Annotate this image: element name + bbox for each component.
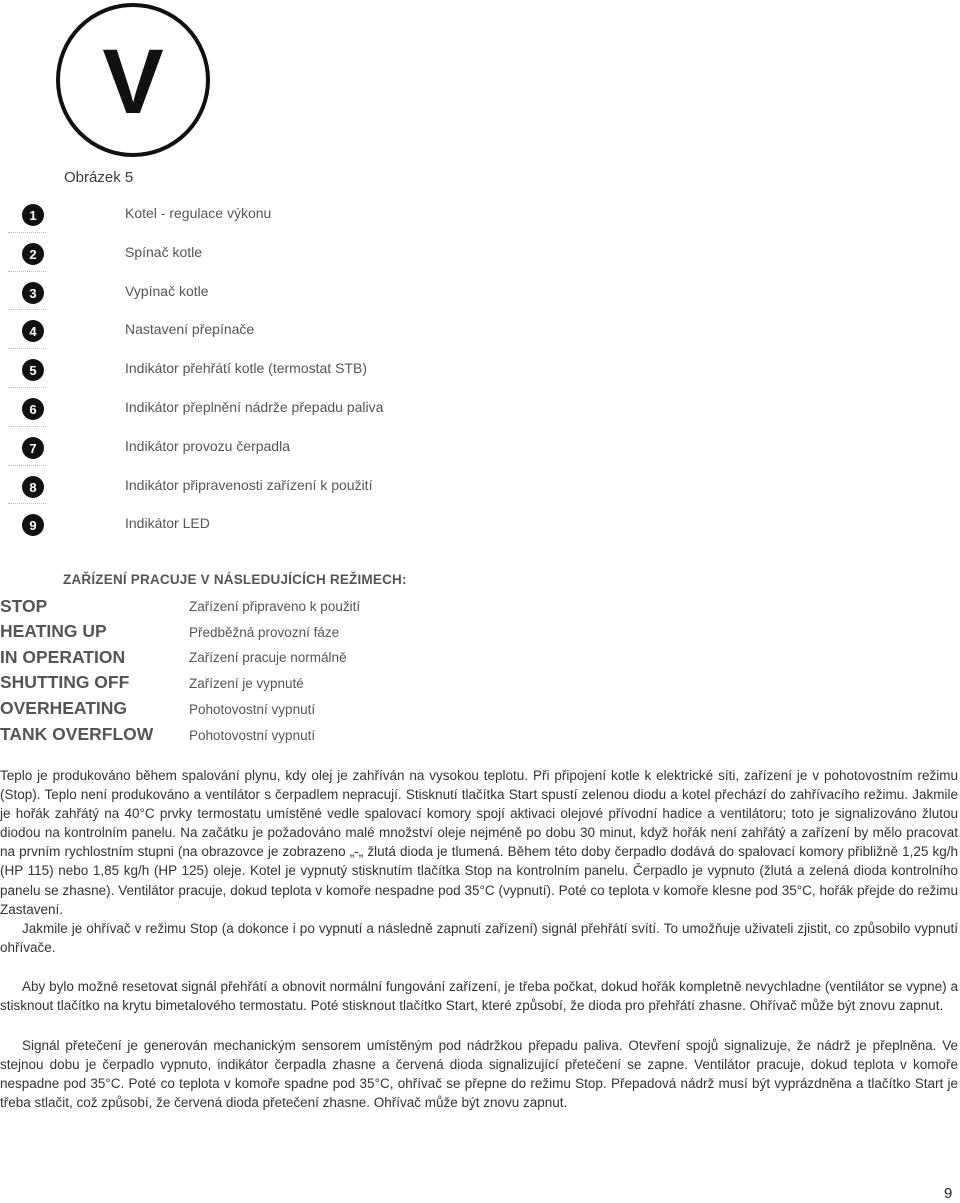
dotted-divider: [8, 232, 46, 233]
body-paragraph: Aby bylo možné resetovat signál přehřátí a obnovit normální fungování zařízení, je třeba počkat, dokud hořák kompletně nevychladne (ventilátor se vypne) a stisknout tlačítko na krytu bimetalového termostatu. Poté stisknout tlačítko Start, které způsobí, že dioda pro přehřátí zhasne. Ohřívač může být znovu zapnut.: [0, 979, 958, 1014]
body-paragraph: Signál přetečení je generován mechanickým sensorem umístěným pod nádržkou přepadu paliva. Otevření spojů signalizuje, že nádrž je přeplněna. Ve stejnou dobu je čerpadlo vypnuto, indikátor čerpadla zhasne a červená dioda signalizující přetečení se zapne. Ventilátor pracuje, dokud teplota v komoře nespadne pod 35°C. Poté co teplota v komoře spadne pod 35°C, ohřívač se přepne do režimu Stop. Přepadová nádrž musí být vyprázdněna a tlačítko Start je třeba stlačit, což způsobí, že červená dioda přetečení zhasne. Ohřívač může být znovu zapnut.: [0, 1038, 958, 1111]
number-3-icon: 3: [22, 282, 44, 304]
legend-label: Indikátor připravenosti zařízení k použití: [125, 477, 373, 493]
body-paragraph: Teplo je produkováno během spalování plynu, kdy olej je zahříván na vysokou teplotu. Při připojení kotle k elektrické síti, zařízení je v pohotovostním režimu (Stop). Teplo není produkováno a ventilátor s čerpadlem nepracují. Stisknutí tlačítka Start spustí zelenou diodu a kotel přechází do zahřívacího režimu. Jakmile je hořák zahřátý na 40°C prvky termostatu umístěné vedle spalovací komory spojí aktivaci olejové přívodní hadice a ventilátoru; toto je signalizováno žlutou diodou na kontrolním panelu. Na začátku je požadováno malé množství oleje nejméně po dobu 30 minut, když hořák není zahřátý a zařízení by mělo pracovat na prvním rychlostním stupni (na obrazovce je zobrazeno „-„ žlutá dioda je tlumená. Během této doby čerpadlo dodává do spalovací komory přibližně 1,25 kg/h (HP 115) nebo 1,85 kg/h (HP 125) oleje. Kotel je vypnutý stisknutím tlačítka Stop na kontrolním panelu. Čerpadlo je vypnuto (žlutá a zelená dioda kontrolního panelu se zhasne). Ventilátor pracuje, dokud teplota v komoře nespadne pod 35°C (vypnutí). Poté co teplota v komoře klesne pod 35°C, hořák přejde do režimu Zastavení.: [0, 768, 958, 917]
mode-description: Zařízení je vypnuté: [189, 676, 304, 691]
mode-name: SHUTTING OFF: [0, 672, 130, 692]
number-6-icon: 6: [22, 398, 44, 420]
legend-label: Vypínač kotle: [125, 283, 209, 299]
number-9-icon: 9: [22, 514, 44, 536]
mode-name: HEATING UP: [0, 621, 107, 641]
legend-label: Kotel - regulace výkonu: [125, 205, 272, 221]
mode-description: Pohotovostní vypnutí: [189, 728, 316, 743]
legend-label: Indikátor přehřátí kotle (termostat STB): [125, 360, 367, 376]
dotted-divider: [8, 503, 46, 504]
dotted-divider: [8, 271, 46, 272]
legend-item: [8, 507, 508, 543]
number-4-icon: 4: [22, 320, 44, 342]
legend-label: Nastavení přepínače: [125, 321, 255, 337]
figure-caption: Obrázek 5: [64, 169, 134, 186]
mode-name: IN OPERATION: [0, 647, 126, 667]
number-5-icon: 5: [22, 359, 44, 381]
legend-item: [8, 469, 508, 505]
mode-description: Předběžná provozní fáze: [189, 625, 340, 640]
legend-label: Indikátor LED: [125, 515, 210, 531]
legend-label: Spínač kotle: [125, 244, 203, 260]
number-7-icon: 7: [22, 437, 44, 459]
legend-label: Indikátor přeplnění nádrže přepadu paliva: [125, 399, 384, 415]
legend-item: [8, 313, 508, 349]
legend-item: [8, 352, 508, 388]
mode-logo: [56, 3, 210, 157]
dotted-divider: [8, 309, 46, 310]
mode-description: Zařízení pracuje normálně: [189, 650, 347, 665]
legend-item: [8, 275, 508, 311]
modes-heading: ZAŘÍZENÍ PRACUJE V NÁSLEDUJÍCÍCH REŽIMECH:: [63, 572, 407, 587]
legend-item: [8, 430, 508, 466]
number-1-icon: 1: [22, 204, 44, 226]
legend-label: Indikátor provozu čerpadla: [125, 438, 290, 454]
legend-item: [8, 236, 508, 272]
page-number: 9: [944, 1185, 953, 1202]
number-8-icon: 8: [22, 476, 44, 498]
legend-item: [8, 197, 508, 233]
mode-name: TANK OVERFLOW: [0, 724, 154, 744]
mode-name: OVERHEATING: [0, 698, 128, 718]
legend-item: [8, 391, 508, 427]
dotted-divider: [8, 465, 46, 466]
mode-description: Pohotovostní vypnutí: [189, 702, 316, 717]
dotted-divider: [8, 348, 46, 349]
mode-description: Zařízení připraveno k použití: [189, 599, 361, 614]
logo-letter: V: [102, 31, 164, 133]
dotted-divider: [8, 387, 46, 388]
number-2-icon: 2: [22, 243, 44, 265]
body-paragraph: Jakmile je ohřívač v režimu Stop (a dokonce i po vypnutí a následně zapnutí zařízení) signál přehřátí svítí. To umožňuje uživateli zjistit, co způsobilo vypnutí ohřívače.: [0, 921, 958, 956]
dotted-divider: [8, 426, 46, 427]
mode-name: STOP: [0, 596, 48, 616]
